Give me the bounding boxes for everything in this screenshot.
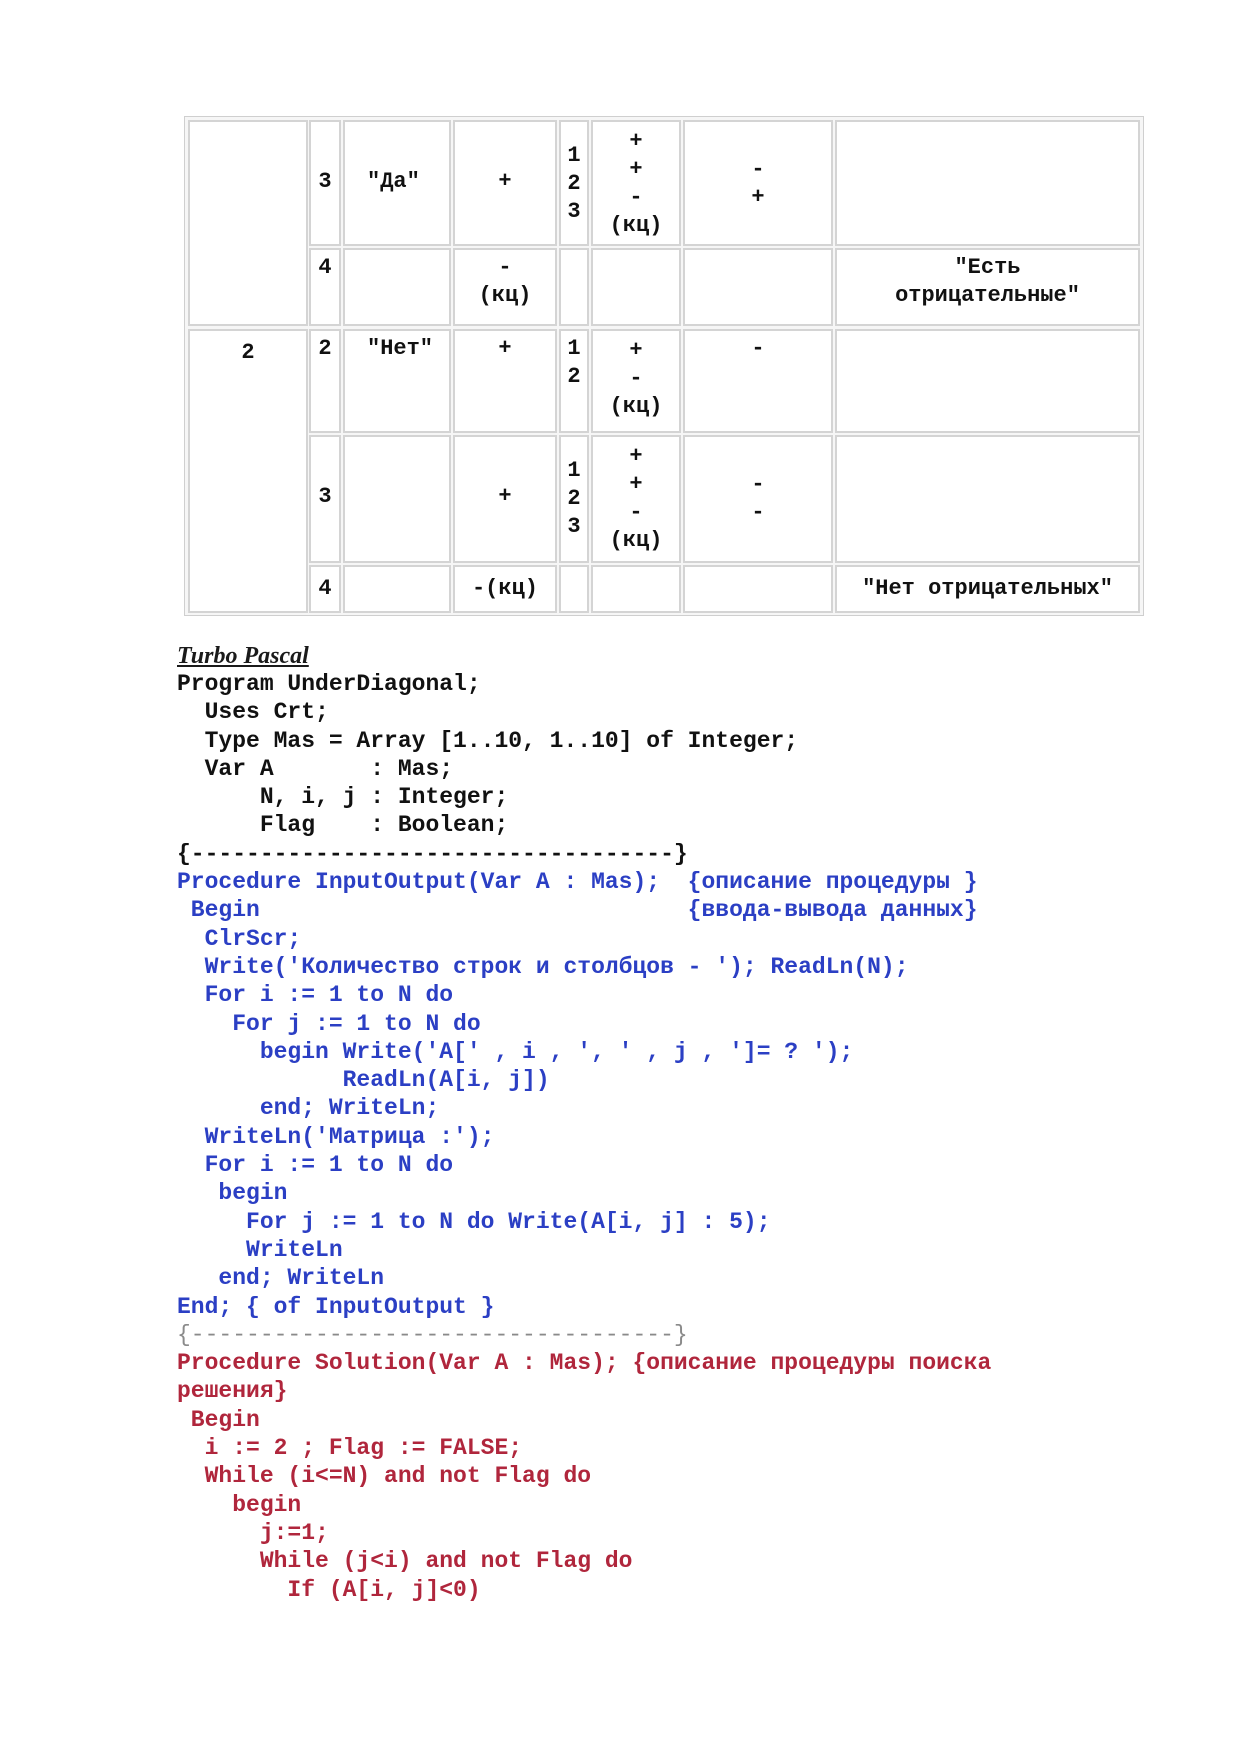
code-line: For j := 1 to N do: [177, 1010, 481, 1037]
code-line: Begin: [177, 1406, 260, 1433]
table-cell: -(кц): [453, 565, 557, 613]
table-cell: 4: [309, 248, 341, 326]
table-cell: +: [453, 435, 557, 563]
code-line: While (j<i) and not Flag do: [177, 1548, 633, 1575]
table-cell: 3: [309, 435, 341, 563]
table-cell: 2: [309, 329, 341, 433]
table-cell: +: [453, 120, 557, 246]
code-line: {-----------------------------------}: [177, 840, 688, 867]
table-cell: - (кц): [453, 248, 557, 326]
code-line: Procedure InputOutput(Var A : Mas); {описание процедуры }: [177, 869, 978, 896]
table-cell: - +: [683, 120, 833, 246]
table-cell: + + - (кц): [591, 435, 681, 563]
code-line: For i := 1 to N do: [177, 1152, 454, 1179]
table-cell: - -: [683, 435, 833, 563]
code-line: Type Mas = Array [1..10, 1..10] of Integer;: [177, 727, 799, 754]
code-line: Uses Crt;: [177, 699, 329, 726]
table-cell: 1 2 3: [559, 435, 589, 563]
table-cell: [683, 565, 833, 613]
code-line: Var A : Mas;: [177, 755, 454, 782]
table-cell: "Да": [343, 120, 451, 246]
table-cell: [683, 248, 833, 326]
code-line: End; { of InputOutput }: [177, 1293, 495, 1320]
code-line: Flag : Boolean;: [177, 812, 509, 839]
code-title: Turbo Pascal: [177, 643, 309, 669]
code-line: N, i, j : Integer;: [177, 784, 509, 811]
code-line: For j := 1 to N do Write(A[i, j] : 5);: [177, 1208, 771, 1235]
table-cell: [835, 329, 1140, 433]
code-line: If (A[i, j]<0): [177, 1576, 481, 1603]
table-cell: [591, 565, 681, 613]
code-line: begin Write('A[' , i , ', ' , j , ']= ? ');: [177, 1038, 854, 1065]
trace-table: [184, 116, 1144, 616]
table-cell: + - (кц): [591, 329, 681, 433]
table-cell: 2: [188, 329, 308, 613]
table-cell: 1 2: [559, 329, 589, 433]
table-cell: [591, 248, 681, 326]
code-line: begin: [177, 1491, 302, 1518]
table-cell: "Есть отрицательные": [835, 248, 1140, 326]
table-cell: 3: [309, 120, 341, 246]
table-cell: [835, 435, 1140, 563]
table-cell: [343, 435, 451, 563]
code-line: While (i<=N) and not Flag do: [177, 1463, 592, 1490]
table-cell: + + - (кц): [591, 120, 681, 246]
code-line: j:=1;: [177, 1519, 329, 1546]
code-line: Program UnderDiagonal;: [177, 671, 481, 697]
table-cell: [343, 248, 451, 326]
code-line: i := 2 ; Flag := FALSE;: [177, 1435, 523, 1462]
table-cell: [835, 120, 1140, 246]
code-line: For i := 1 to N do: [177, 982, 454, 1009]
code-line: end; WriteLn: [177, 1265, 385, 1292]
table-cell: -: [683, 329, 833, 433]
code-line: Write('Количество строк и столбцов - '); ReadLn(N);: [177, 953, 909, 980]
code-line: ReadLn(A[i, j]): [177, 1067, 550, 1094]
code-listing: [177, 642, 1177, 1604]
table-cell: [343, 565, 451, 613]
code-line: WriteLn: [177, 1236, 343, 1263]
table-cell: 4: [309, 565, 341, 613]
table-cell: "Нет": [343, 329, 451, 433]
code-line: WriteLn('Матрица :');: [177, 1123, 495, 1150]
table-cell: 1 2 3: [559, 120, 589, 246]
code-line: ClrScr;: [177, 925, 302, 952]
code-line: решения}: [177, 1378, 288, 1405]
code-line: Procedure Solution(Var A : Mas); {описание процедуры поиска: [177, 1350, 992, 1377]
table-cell: [559, 248, 589, 326]
table-cell: "Нет отрицательных": [835, 565, 1140, 613]
table-cell: [559, 565, 589, 613]
code-line: begin: [177, 1180, 288, 1207]
code-line: {-----------------------------------}: [177, 1321, 688, 1348]
table-cell: [188, 120, 308, 326]
table-cell: +: [453, 329, 557, 433]
code-line: end; WriteLn;: [177, 1095, 440, 1122]
code-line: Begin {ввода-вывода данных}: [177, 897, 978, 924]
